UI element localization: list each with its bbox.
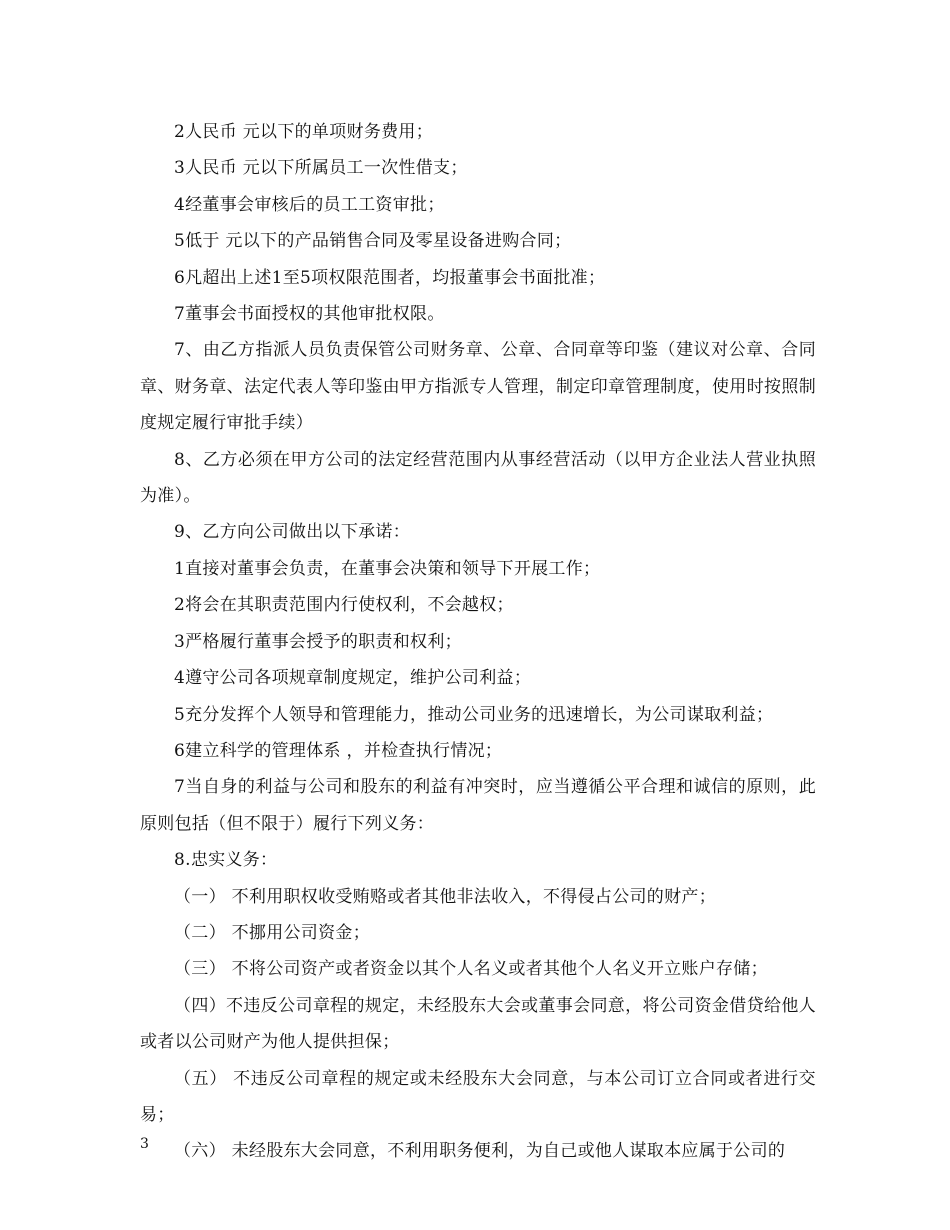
paragraph-approval-item-2: 2人民币 元以下的单项财务费用；: [174, 122, 434, 142]
paragraph-loyalty-item-4: （四）不违反公司章程的规定，未经股东大会或董事会同意，将公司资金借贷给他人或者以公司财产为他人提供担保；: [140, 995, 816, 1053]
document-body: [140, 114, 816, 1170]
paragraph-loyalty-heading: 8.忠实义务：: [174, 850, 278, 871]
paragraph-loyalty-item-5: （五） 不违反公司章程的规定或未经股东大会同意，与本公司订立合同或者进行交易；: [140, 1068, 816, 1125]
paragraph-commitment-3: 3严格履行董事会授予的职责和权利；: [174, 631, 462, 652]
paragraph-clause-8: 8、乙方必须在甲方公司的法定经营范围内从事经营活动（以甲方企业法人营业执照为准）。: [140, 449, 816, 507]
paragraph-approval-item-6: 6凡超出上述1至5项权限范围者，均报董事会书面批准；: [174, 267, 606, 288]
paragraph-clause-7: 7、由乙方指派人员负责保管公司财务章、公章、合同章等印鉴（建议对公章、合同章、财务章、法定代表人等印鉴由甲方指派专人管理，制定印章管理制度，使用时按照制度规定履行审批手续）: [140, 340, 816, 434]
paragraph-approval-item-7: 7董事会书面授权的其他审批权限。: [174, 304, 445, 325]
page-number: 3: [140, 1136, 149, 1152]
paragraph-approval-item-3: 3人民币 元以下所属员工一次性借支；: [174, 158, 468, 179]
paragraph-commitment-4: 4遵守公司各项规章制度规定，维护公司利益；: [174, 668, 532, 689]
paragraph-commitment-2: 2将会在其职责范围内行使权利，不会越权；: [174, 595, 514, 616]
paragraph-approval-item-4: 4经董事会审核后的员工工资审批；: [174, 194, 445, 215]
paragraph-approval-item-5: 5低于 元以下的产品销售合同及零星设备进购合同；: [174, 231, 572, 252]
paragraph-commitment-1: 1直接对董事会负责，在董事会决策和领导下开展工作；: [174, 558, 601, 579]
paragraph-clause-9: 9、乙方向公司做出以下承诺：: [174, 522, 411, 543]
paragraph-loyalty-item-1: （一） 不利用职权收受贿赂或者其他非法收入，不得侵占公司的财产；: [174, 886, 717, 907]
paragraph-loyalty-item-2: （二） 不挪用公司资金；: [174, 922, 371, 943]
paragraph-commitment-6: 6建立科学的管理体系 ，并检查执行情况；: [174, 740, 503, 761]
paragraph-loyalty-item-3: （三） 不将公司资产或者资金以其个人名义或者其他个人名义开立账户存储；: [174, 959, 768, 980]
paragraph-loyalty-item-6: （六） 未经股东大会同意，不利用职务便利，为自己或他人谋取本应属于公司的: [174, 1141, 786, 1162]
paragraph-commitment-7: 7当自身的利益与公司和股东的利益有冲突时，应当遵循公平合理和诚信的原则，此原则包括（但不限于）履行下列义务：: [140, 777, 816, 834]
paragraph-commitment-5: 5充分发挥个人领导和管理能力，推动公司业务的迅速增长，为公司谋取利益；: [174, 704, 774, 725]
